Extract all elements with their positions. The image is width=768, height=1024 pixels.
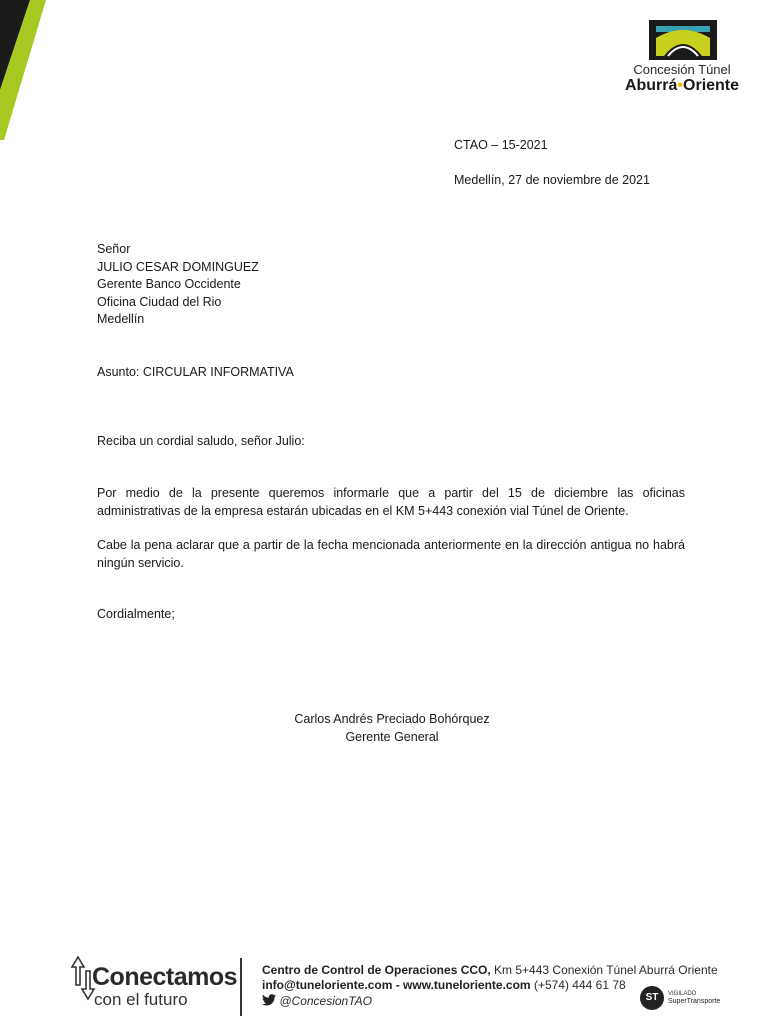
tunnel-logo-icon: [612, 18, 754, 62]
recipient-line: Gerente Banco Occidente: [97, 277, 241, 291]
letter-paragraph-1: Por medio de la presente queremos informarle que a partir del 15 de diciembre las oficinas administrativas de la empresa estarán ubicadas en el KM 5+443 conexión vial Túnel de Oriente.: [97, 486, 685, 518]
letter-reference: CTAO – 15-2021: [454, 138, 548, 152]
footer-contact-line: info@tuneloriente.com - www.tuneloriente.com (+574) 444 61 78: [262, 978, 626, 992]
letter-date: Medellín, 27 de noviembre de 2021: [454, 173, 650, 187]
twitter-icon: [262, 994, 276, 1006]
letter-subject: Asunto: CIRCULAR INFORMATIVA: [97, 365, 294, 379]
footer-slogan-big: Conectamos: [92, 963, 238, 991]
recipient-line: Medellín: [97, 312, 145, 326]
letter-greeting: Reciba un cordial saludo, señor Julio:: [97, 434, 305, 448]
supertransporte-logo-icon: ST: [640, 986, 664, 1010]
vigilado-label: VIGILADO: [668, 991, 697, 997]
decorative-green-stripe: [0, 0, 48, 140]
signer-name: Carlos Andrés Preciado Bohórquez: [294, 712, 490, 726]
footer-slogan-small: con el futuro: [94, 990, 188, 1009]
letter-closing: Cordialmente;: [97, 607, 175, 621]
logo-text-line1: Concesión Túnel: [633, 62, 731, 77]
supertransporte-label: SuperTransporte: [668, 998, 721, 1005]
letter-paragraph-2: Cabe la pena aclarar que a partir de la fecha mencionada anteriormente en la dirección antigua no habrá ningún servicio.: [97, 538, 685, 570]
footer-address-line: Centro de Control de Operaciones CCO, Km 5+443 Conexión Túnel Aburrá Oriente: [262, 963, 718, 977]
logo-text-line2: Aburrá•Oriente: [624, 77, 740, 94]
recipient-block: [97, 241, 259, 329]
footer-divider: [240, 958, 242, 1016]
recipient-line: JULIO CESAR DOMINGUEZ: [97, 259, 259, 274]
signer-title: Gerente General: [345, 730, 439, 744]
footer-twitter-line: @ConcesionTAO: [262, 993, 372, 1009]
recipient-line: Señor: [97, 242, 131, 256]
recipient-line: Oficina Ciudad del Rio: [97, 294, 222, 309]
